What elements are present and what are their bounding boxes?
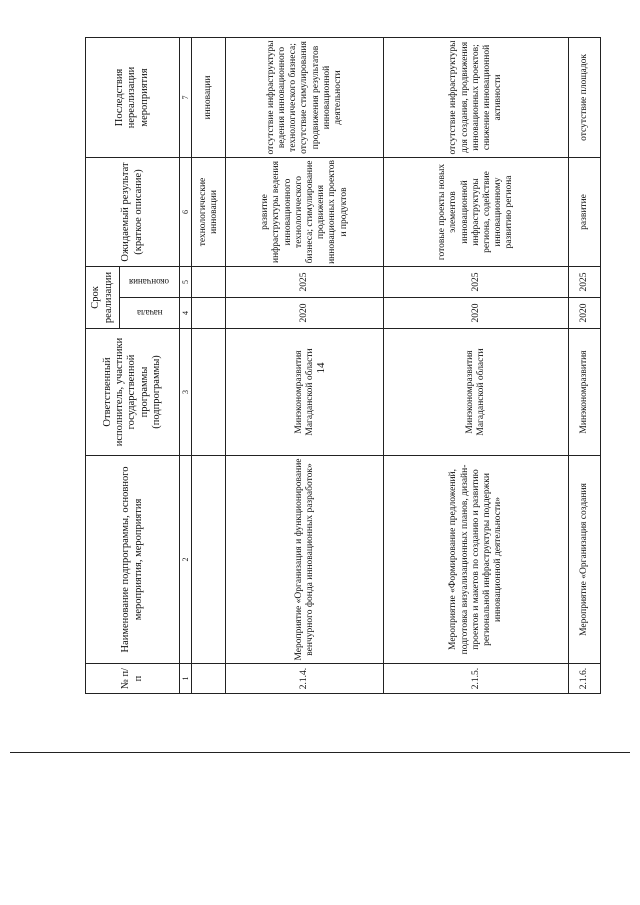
col-index: 3 xyxy=(180,329,192,456)
row-result: технологические инновации xyxy=(192,157,226,266)
row-executor: Минэкономразвития xyxy=(569,329,601,456)
col-index: 7 xyxy=(180,37,192,157)
header-end-text: окончания xyxy=(129,277,170,288)
row-executor: Минэкономразвития Магаданской области xyxy=(226,329,384,456)
row-consequences: отсутствие площадок xyxy=(569,37,601,157)
col-index: 4 xyxy=(180,298,192,329)
row-end: 2025 xyxy=(226,266,384,297)
row-start xyxy=(192,298,226,329)
col-index: 1 xyxy=(180,664,192,694)
row-consequences: отсутствие инфраструктуры для создания, продвижения инновационных проектов; снижение инновационной активности xyxy=(384,37,569,157)
row-result: развитие xyxy=(569,157,601,266)
bottom-divider xyxy=(10,752,630,753)
row-num: 2.1.6. xyxy=(569,664,601,694)
col-index: 6 xyxy=(180,157,192,266)
row-name: Мероприятие «Формирование предложений, подготовка визуализационных планов, дизайн-проектов и макетов по созданию и развитию региональной инфраструктуры поддержки инновационной деятельности» xyxy=(384,456,569,664)
row-num xyxy=(192,664,226,694)
header-start xyxy=(120,298,180,329)
row-result: готовые проекты новых элементов инновационной инфраструктуры региона, содействие инновационному развитию региона xyxy=(384,157,569,266)
header-executor: Ответственный исполнитель, участники государственной программы (подпрограммы) xyxy=(86,329,180,456)
row-num: 2.1.4. xyxy=(226,664,384,694)
header-row-top xyxy=(86,37,120,693)
header-consequences: Последствия нереализации мероприятия xyxy=(86,37,180,157)
row-executor: Минэкономразвития Магаданской области xyxy=(384,329,569,456)
table-row xyxy=(569,37,601,693)
table-row xyxy=(384,37,569,693)
col-index: 2 xyxy=(180,456,192,664)
row-end: 2025 xyxy=(384,266,569,297)
row-start: 2020 xyxy=(569,298,601,329)
row-executor xyxy=(192,329,226,456)
row-end: 2025 xyxy=(569,266,601,297)
header-result: Ожидаемый результат (краткое описание) xyxy=(86,157,180,266)
header-start-text: начала xyxy=(136,308,163,319)
row-result: развитие инфраструктуры ведения инновационного технологического бизнеса; стимулирование продвижения инновационных проектов и продуктов xyxy=(226,157,384,266)
header-term: Срок реализации xyxy=(86,266,120,328)
column-index-row xyxy=(180,37,192,693)
table-row xyxy=(192,37,226,693)
program-activities-table xyxy=(85,37,601,694)
row-consequences: отсутствие инфраструктуры ведения инновационного технологического бизнеса; отсутствие стимулирования продвижения результатов инновационной деятельности xyxy=(226,37,384,157)
row-end xyxy=(192,266,226,297)
rotated-table-container xyxy=(85,38,600,694)
header-name: Наименование подпрограммы, основного мероприятия, мероприятия xyxy=(86,456,180,664)
header-num: № п/п xyxy=(86,664,180,694)
table-row xyxy=(226,37,384,693)
row-consequences: инновации xyxy=(192,37,226,157)
row-name: Мероприятие «Организация создания xyxy=(569,456,601,664)
header-end xyxy=(120,266,180,297)
row-num: 2.1.5. xyxy=(384,664,569,694)
page-number: 14 xyxy=(315,362,327,374)
row-name: Мероприятие «Организация и функционирование венчурного фонда инновационных разработок» xyxy=(226,456,384,664)
row-name xyxy=(192,456,226,664)
col-index: 5 xyxy=(180,266,192,297)
row-start: 2020 xyxy=(226,298,384,329)
row-start: 2020 xyxy=(384,298,569,329)
